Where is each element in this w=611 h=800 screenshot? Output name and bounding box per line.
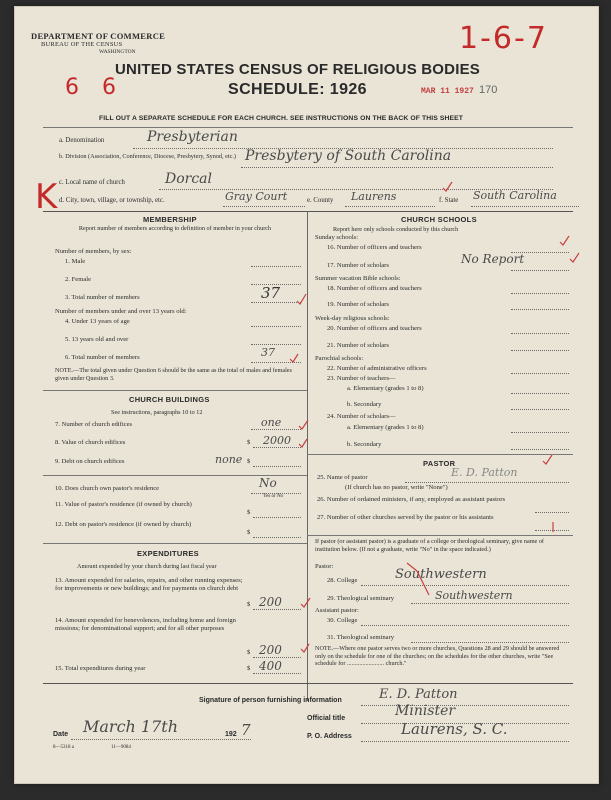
signature-label: Signature of person furnishing information [199, 697, 342, 704]
membership-note: NOTE.—The total given under Question 6 should be the same as the total of males and females given under Question 3. [55, 367, 292, 382]
county-label: e. County [307, 197, 334, 204]
q15-label: 15. Total expenditures during year [55, 665, 146, 672]
red-check-marks [15, 7, 599, 784]
q2-label: 2. Female [65, 276, 92, 283]
q15-value: 400 [259, 659, 282, 673]
q6-value: 37 [261, 346, 275, 359]
county-value: Laurens [351, 190, 397, 203]
q20-label: 20. Number of officers and teachers [327, 325, 422, 332]
q7-label: 7. Number of church edifices [55, 421, 133, 428]
q11-dollar-sign: $ [247, 509, 251, 516]
denomination-value: Presbyterian [147, 129, 238, 145]
q31-label: 31. Theological seminary [327, 634, 395, 641]
q24b-label: b. Secondary [347, 441, 382, 448]
q12-dollar-sign: $ [247, 529, 251, 536]
address-label: P. O. Address [307, 733, 352, 740]
local-name-label: c. Local name of church [59, 179, 125, 186]
stamp-number: 170 [479, 84, 498, 96]
pastor-heading: PASTOR [423, 459, 456, 468]
expenditures-intro: Amount expended by your church during last fiscal year [77, 563, 217, 570]
state-value: South Carolina [473, 189, 557, 202]
expenditures-heading: EXPENDITURES [137, 549, 199, 558]
local-name-value: Dorcal [165, 171, 213, 187]
city-name: WASHINGTON [99, 49, 136, 55]
q14-value: 200 [259, 643, 282, 657]
q10-value: No [259, 476, 277, 490]
q25-note: (If church has no pastor, write "None") [345, 484, 448, 491]
q17-label: 17. Number of scholars [327, 262, 389, 269]
q8-value: 2000 [263, 434, 291, 447]
received-date-stamp: MAR 11 1927 [421, 87, 474, 96]
q24-label: 24. Number of scholars— [327, 413, 396, 420]
q18-label: 18. Number of officers and teachers [327, 285, 422, 292]
q6-label: 6. Total number of members [65, 354, 140, 361]
q25-label: 25. Name of pastor [317, 474, 368, 481]
signature-value: E. D. Patton [379, 687, 458, 702]
schedule-title: SCHEDULE: 1926 [228, 81, 367, 98]
denomination-label: a. Denomination [59, 137, 105, 144]
q3-label: 3. Total number of members [65, 294, 140, 301]
sunday-schools-label: Sunday schools: [315, 234, 359, 241]
fill-out-instruction: FILL OUT A SEPARATE SCHEDULE FOR EACH CHURCH. SEE INSTRUCTIONS ON THE BACK OF THIS SHEET [99, 115, 464, 122]
q13-dollar-sign: $ [247, 601, 251, 608]
q14-dollar-sign: $ [247, 649, 251, 656]
members-age-label: Number of members under and over 13 years old: [55, 308, 187, 315]
address-value: Laurens, S. C. [401, 720, 508, 738]
assistant-subheading: Assistant pastor: [315, 607, 359, 614]
state-label: f. State [439, 197, 459, 204]
census-form [14, 6, 599, 784]
q16-label: 16. Number of officers and teachers [327, 244, 422, 251]
form-number: 8—5318 a [53, 745, 74, 750]
q23-label: 23. Number of teachers— [327, 375, 396, 382]
q4-label: 4. Under 13 years of age [65, 318, 130, 325]
buildings-intro: See instructions, paragraphs 10 to 12 [111, 409, 203, 416]
q30-label: 30. College [327, 617, 358, 624]
q26-label: 26. Number of ordained ministers, if any, employed as assistant pastors [317, 496, 506, 503]
q15-dollar-sign: $ [247, 665, 251, 672]
date-value: March 17th [83, 717, 179, 736]
q13-label: 13. Amount expended for salaries, repairs, and other running expenses; for improvements or new buildings; and for payments on church debt [55, 577, 243, 592]
weekday-schools-label: Week-day religious schools: [315, 315, 390, 322]
q22-label: 22. Number of administrative officers [327, 365, 427, 372]
q14-label: 14. Amount expended for benevolences, including home and foreign missions; for denominational support; and for all other purposes [55, 617, 236, 632]
official-title-value: Minister [395, 703, 456, 719]
q25-value: E. D. Patton [451, 466, 518, 479]
pastor-note: NOTE.—Where one pastor serves two or more churches, Questions 28 and 29 should be answered only on the schedule for one of the churches; on the schedules for the other churches, write "See schedule for ........................ church." [315, 645, 560, 668]
q8-label: 8. Value of church edifices [55, 439, 126, 446]
division-label: b. Division (Association, Conference, Diocese, Presbytery, Synod, etc.) [59, 153, 236, 160]
q19-label: 19. Number of scholars [327, 301, 389, 308]
q29-label: 29. Theological seminary [327, 595, 395, 602]
pastor-subheading: Pastor: [315, 563, 334, 570]
q5-label: 5. 13 years old and over [65, 336, 129, 343]
q10-label: 10. Does church own pastor's residence [55, 485, 160, 492]
city-label: d. City, town, village, or township, etc. [59, 197, 165, 204]
year-prefix: 192 [225, 731, 237, 738]
membership-heading: MEMBERSHIP [143, 215, 197, 224]
parochial-schools-label: Parochial schools: [315, 355, 364, 362]
college-intro: If pastor (or assistant pastor) is a graduate of a college or theological seminary, give name of institution below. (If not a graduate, write "No" in the space indicated.) [315, 538, 544, 553]
yes-or-no-hint: Yes or No [263, 494, 284, 499]
form-title: UNITED STATES CENSUS OF RELIGIOUS BODIES [115, 61, 480, 78]
q29-value: Southwestern [435, 589, 513, 602]
division-value: Presbytery of South Carolina [245, 148, 452, 164]
q9-label: 9. Debt on church edifices [55, 458, 125, 465]
q13-value: 200 [259, 595, 282, 609]
q11-label: 11. Value of pastor's residence (if owned by church) [55, 501, 192, 508]
top-right-handwritten-numbers: 1-6-7 [459, 21, 548, 56]
summer-schools-label: Summer vacation Bible schools: [315, 275, 401, 282]
q21-label: 21. Number of scholars [327, 342, 389, 349]
q3-value: 37 [261, 284, 281, 302]
q1-label: 1. Male [65, 258, 86, 265]
left-handwritten-numbers: 6 6 [65, 75, 124, 100]
margin-letter: K [35, 177, 58, 217]
q7-value: one [261, 416, 282, 429]
print-number: 11—9084 [111, 745, 131, 750]
q23a-label: a. Elementary (grades 1 to 8) [347, 385, 424, 392]
members-by-sex-label: Number of members, by sex: [55, 248, 132, 255]
city-value: Gray Court [225, 190, 288, 203]
q9-value: none [215, 453, 243, 466]
year-suffix: 7 [241, 721, 251, 739]
q12-label: 12. Debt on pastor's residence (if owned by church) [55, 521, 192, 528]
bureau-name: BUREAU OF THE CENSUS [41, 41, 123, 48]
q8-dollar-sign: $ [247, 439, 251, 446]
q23b-label: b. Secondary [347, 401, 382, 408]
membership-intro: Report number of members according to definition of member in your church [78, 225, 272, 232]
schools-heading: CHURCH SCHOOLS [401, 215, 477, 224]
buildings-heading: CHURCH BUILDINGS [129, 395, 210, 404]
q17-value: No Report [461, 252, 525, 266]
department-name: DEPARTMENT OF COMMERCE [31, 31, 166, 41]
q27-label: 27. Number of other churches served by the pastor or his assistants [317, 514, 494, 521]
schools-intro: Report here only schools conducted by this church [333, 226, 459, 233]
q28-value: Southwestern [395, 567, 487, 582]
q24a-label: a. Elementary (grades 1 to 8) [347, 424, 424, 431]
q28-label: 28. College [327, 577, 358, 584]
q9-dollar-sign: $ [247, 458, 251, 465]
official-title-label: Official title [307, 715, 346, 722]
date-label: Date [53, 731, 69, 738]
